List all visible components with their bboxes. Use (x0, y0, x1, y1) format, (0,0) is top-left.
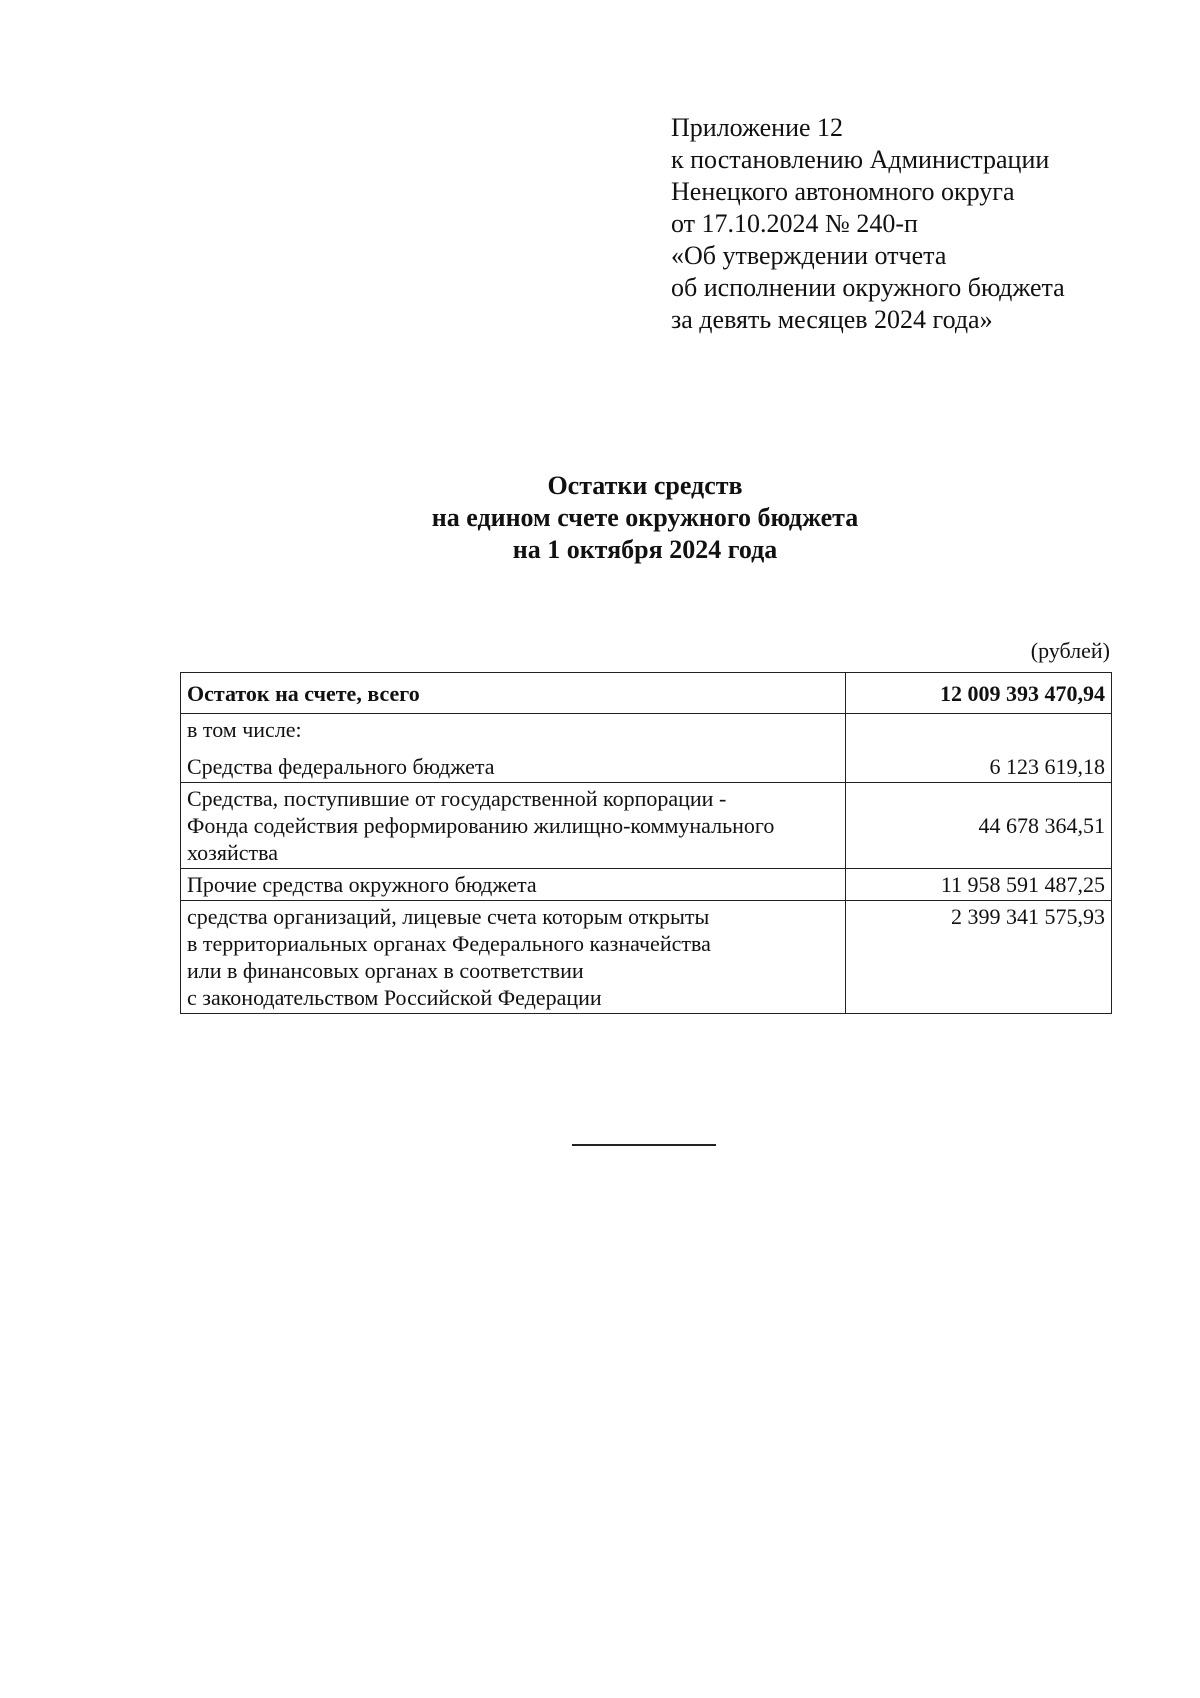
unit-label: (рублей) (1030, 638, 1110, 663)
organizations-value: 2 399 341 575,93 (846, 901, 1112, 1014)
appendix-line-5: «Об утверждении отчета (671, 241, 947, 270)
fund-label-line-3: хозяйства (187, 840, 278, 865)
organizations-label-line-4: с законодательством Российской Федерации (187, 985, 602, 1010)
total-value: 12 009 393 470,94 (846, 673, 1112, 714)
organizations-label-line-2: в территориальных органах Федерального казначейства (187, 931, 711, 956)
including-label: в том числе: (187, 717, 302, 742)
appendix-line-7: за девять месяцев 2024 года» (671, 305, 993, 334)
title-line-3: на 1 октября 2024 года (512, 535, 778, 564)
appendix-line-3: Ненецкого автономного округа (671, 177, 1015, 206)
table-row-fund (181, 783, 1112, 869)
federal-value: 6 123 619,18 (846, 714, 1112, 783)
end-divider (572, 1144, 716, 1146)
other-label: Прочие средства окружного бюджета (181, 869, 846, 901)
fund-label-cell (181, 783, 846, 869)
document-title (0, 470, 1200, 566)
appendix-line-1: Приложение 12 (671, 113, 844, 142)
fund-value: 44 678 364,51 (846, 783, 1112, 869)
title-line-2: на едином счете окружного бюджета (431, 503, 859, 532)
appendix-line-6: об исполнении окружного бюджета (671, 273, 1065, 302)
fund-label-line-1: Средства, поступившие от государственной корпорации - (187, 786, 727, 811)
balances-table (180, 672, 1112, 1014)
other-value: 11 958 591 487,25 (846, 869, 1112, 901)
appendix-header (671, 112, 1141, 336)
fund-label-line-2: Фонда содействия реформированию жилищно-коммунального (187, 813, 775, 838)
table-row-other (181, 869, 1112, 901)
organizations-label-cell (181, 901, 846, 1014)
table-row-federal (181, 714, 1112, 783)
appendix-line-2: к постановлению Администрации (671, 145, 1050, 174)
federal-label-cell (181, 714, 846, 783)
table-row-total (181, 673, 1112, 714)
total-label: Остаток на счете, всего (181, 673, 846, 714)
organizations-label-line-3: или в финансовых органах в соответствии (187, 958, 584, 983)
federal-label: Средства федерального бюджета (187, 754, 495, 779)
title-line-1: Остатки средств (547, 471, 743, 500)
organizations-label-line-1: средства организаций, лицевые счета которым открыты (187, 904, 710, 929)
appendix-line-4: от 17.10.2024 № 240-п (671, 209, 918, 238)
table-row-organizations (181, 901, 1112, 1014)
